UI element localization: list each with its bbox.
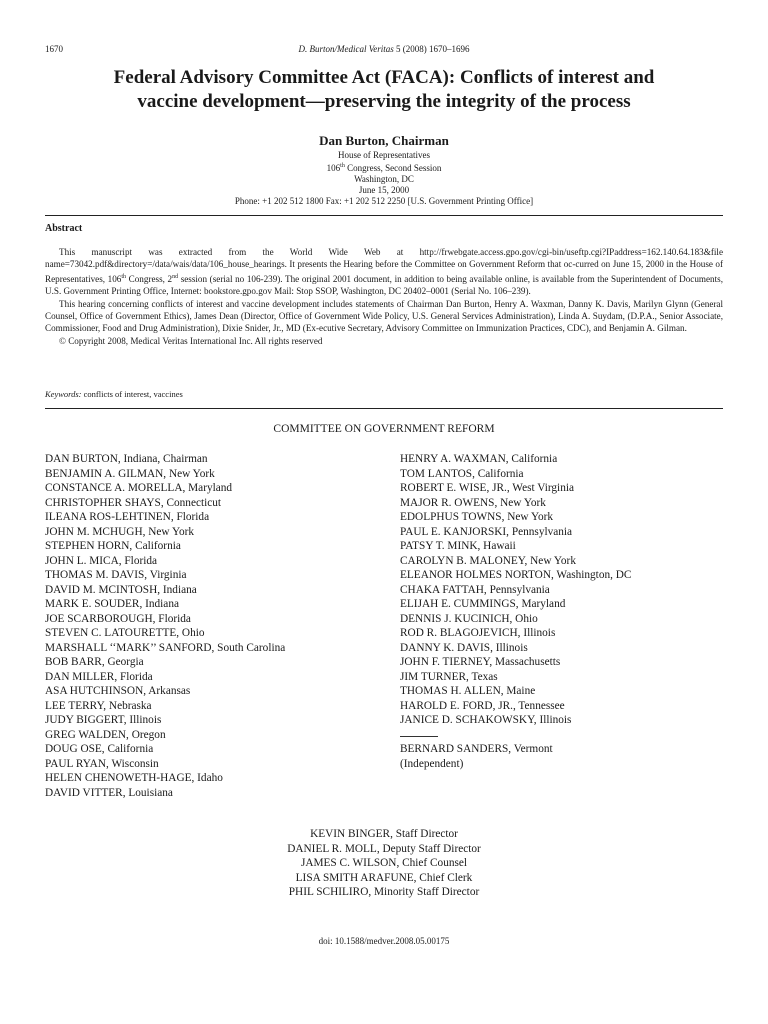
independent-separator — [400, 728, 631, 743]
committee-member: PATSY T. MINK, Hawaii — [400, 540, 516, 552]
committee-member: HENRY A. WAXMAN, California — [400, 453, 558, 465]
article-title — [60, 66, 708, 114]
committee-member: ROD R. BLAGOJEVICH, Illinois — [400, 627, 556, 639]
committee-member: JOE SCARBOROUGH, Florida — [45, 612, 191, 625]
staff-list — [0, 827, 768, 900]
staff-member: LISA SMITH ARAFUNE, Chief Clerk — [295, 871, 473, 884]
journal-volume: 5 (2008) 1670–1696 — [396, 44, 470, 54]
committee-member: CAROLYN B. MALONEY, New York — [400, 554, 576, 567]
committee-member: THOMAS H. ALLEN, Maine — [400, 685, 536, 697]
title-line-1: Federal Advisory Committee Act (FACA): Conflicts of interest and — [113, 67, 655, 88]
committee-member: MARK E. SOUDER, Indiana — [45, 598, 179, 610]
congress-session: Congress, Second Session — [344, 163, 442, 173]
keywords — [45, 389, 183, 399]
committee-member: EDOLPHUS TOWNS, New York — [400, 511, 554, 523]
journal-name: D. Burton/Medical Veritas — [298, 44, 394, 54]
committee-member: THOMAS M. DAVIS, Virginia — [45, 569, 187, 581]
committee-member: JOHN F. TIERNEY, Massachusetts — [400, 656, 561, 668]
committee-member: JOHN L. MICA, Florida — [45, 554, 158, 567]
committee-member: DAN MILLER, Florida — [45, 670, 153, 683]
abstract-p1-sup-1: th — [121, 273, 127, 280]
abstract-heading: Abstract — [45, 223, 83, 234]
keywords-label: Keywords: — [45, 389, 82, 399]
abstract-copyright: © Copyright 2008, Medical Veritas International Inc. All rights reserved — [59, 335, 323, 346]
committee-member: JANICE D. SCHAKOWSKY, Illinois — [400, 714, 572, 726]
committee-member: JOHN M. MCHUGH, New York — [45, 525, 195, 538]
committee-member: STEPHEN HORN, California — [45, 540, 181, 552]
staff-member: PHIL SCHILIRO, Minority Staff Director — [288, 886, 480, 898]
author-name: Dan Burton, Chairman — [319, 133, 449, 148]
majority-members-list — [45, 452, 285, 800]
committee-member: BENJAMIN A. GILMAN, New York — [45, 467, 215, 480]
committee-member: BOB BARR, Georgia — [45, 656, 144, 668]
staff-member: DANIEL R. MOLL, Deputy Staff Director — [287, 842, 481, 855]
committee-member: PAUL RYAN, Wisconsin — [45, 757, 159, 770]
minority-members — [400, 452, 631, 728]
abstract-p1-sup-2: nd — [172, 273, 179, 280]
committee-member: MAJOR R. OWENS, New York — [400, 496, 546, 509]
doi: doi: 10.1588/medver.2008.05.00175 — [318, 936, 450, 946]
independent-member: (Independent) — [400, 757, 464, 770]
keywords-value: conflicts of interest, vaccines — [83, 389, 183, 399]
abstract-paragraph-2: This hearing concerning conflicts of interest and vaccine development includes statements of Chairman Dan Burton, Henry A. Waxman, Danny K. Davis, Marilyn Glynn (General Counsel, Office of Government Ethics), James Dean (Director, Office of Government Wide Policy, U.S. General Services Administration), Linda A. Suydam, (D.P.A., Senior Associate, Commissioner, Food and Drug Administration), Dixie Snider, Jr., MD (Ex-ecutive Secretary, Advisory Committee on Immunization Practices, CDC), and Benjamin A. Gilman. — [45, 298, 723, 334]
divider-bottom — [45, 408, 723, 409]
abstract-paragraph-1 — [45, 246, 723, 298]
congress-ordinal: th — [340, 163, 345, 169]
committee-member: MARSHALL ‘‘MARK’’ SANFORD, South Carolina — [45, 641, 286, 654]
committee-member: DENNIS J. KUCINICH, Ohio — [400, 612, 538, 625]
affiliation-house: House of Representatives — [338, 150, 430, 160]
abstract-p1-text-c: session (serial no 106-239). The original 2001 document, in addition to being available online, is available from the Superintendent of Documents, U.S. Government Printing Office, Internet: bookstore.gpo.gov Mail: Stop SSOP, Washington, DC 20402–0001 (Serial No. 106–239). — [45, 273, 723, 297]
committee-member: LEE TERRY, Nebraska — [45, 699, 152, 712]
committee-member: PAUL E. KANJORSKI, Pennsylvania — [400, 525, 573, 538]
committee-member: CHAKA FATTAH, Pennsylvania — [400, 583, 550, 596]
committee-member: ELEANOR HOLMES NORTON, Washington, DC — [400, 569, 632, 581]
affiliation-contact: Phone: +1 202 512 1800 Fax: +1 202 512 2250 [U.S. Government Printing Office] — [234, 196, 534, 206]
page-number: 1670 — [45, 44, 63, 54]
committee-member: ASA HUTCHINSON, Arkansas — [45, 685, 191, 697]
committee-member: DANNY K. DAVIS, Illinois — [400, 641, 528, 654]
minority-members-list — [400, 452, 631, 771]
abstract-body — [45, 246, 723, 347]
congress-number: 106 — [326, 163, 341, 173]
committee-heading: COMMITTEE ON GOVERNMENT REFORM — [273, 423, 495, 435]
abstract-p1-text-a: This manuscript was extracted from the World Wide Web at http://frwebgate.access.gpo.gov/cgi-bin/useftp.cgi?IPaddress=162.140.64.183&file name=73042.pdf&directory=/data/wais/data/106_house_hearings. It presents the Hearing before the Committee on Government Reform that oc-curred on June 15, 2000 in the House of Representatives, 106 — [45, 247, 723, 284]
committee-member: GREG WALDEN, Oregon — [45, 728, 166, 741]
committee-member: STEVEN C. LATOURETTE, Ohio — [45, 627, 205, 639]
committee-member: JIM TURNER, Texas — [400, 670, 498, 683]
committee-member: HELEN CHENOWETH-HAGE, Idaho — [45, 772, 223, 784]
committee-member: DAN BURTON, Indiana, Chairman — [45, 453, 208, 465]
committee-member: ELIJAH E. CUMMINGS, Maryland — [400, 598, 566, 610]
staff-member: JAMES C. WILSON, Chief Counsel — [300, 857, 468, 869]
committee-member: CONSTANCE A. MORELLA, Maryland — [45, 482, 233, 494]
abstract-p1-text-b: Congress, 2 — [126, 273, 173, 284]
staff-member: KEVIN BINGER, Staff Director — [310, 828, 458, 840]
affiliation-city: Washington, DC — [354, 174, 414, 184]
journal-citation — [45, 44, 723, 54]
title-line-2: vaccine development—preserving the integrity of the process — [137, 91, 631, 112]
divider-top — [45, 215, 723, 216]
running-head — [45, 44, 723, 58]
affiliation — [0, 150, 768, 207]
committee-member: TOM LANTOS, California — [400, 467, 524, 480]
committee-member: ROBERT E. WISE, JR., West Virginia — [400, 482, 574, 494]
independent-member: BERNARD SANDERS, Vermont — [400, 743, 553, 755]
committee-member: ILEANA ROS-LEHTINEN, Florida — [45, 511, 210, 523]
committee-member: DAVID VITTER, Louisiana — [45, 786, 173, 799]
committee-member: CHRISTOPHER SHAYS, Connecticut — [45, 496, 222, 509]
committee-member: HAROLD E. FORD, JR., Tennessee — [400, 699, 565, 712]
committee-member: JUDY BIGGERT, Illinois — [45, 714, 162, 726]
committee-member: DAVID M. MCINTOSH, Indiana — [45, 583, 197, 596]
independent-members — [400, 742, 631, 771]
affiliation-congress — [0, 161, 768, 174]
committee-member: DOUG OSE, California — [45, 743, 154, 755]
affiliation-date: June 15, 2000 — [358, 185, 410, 195]
